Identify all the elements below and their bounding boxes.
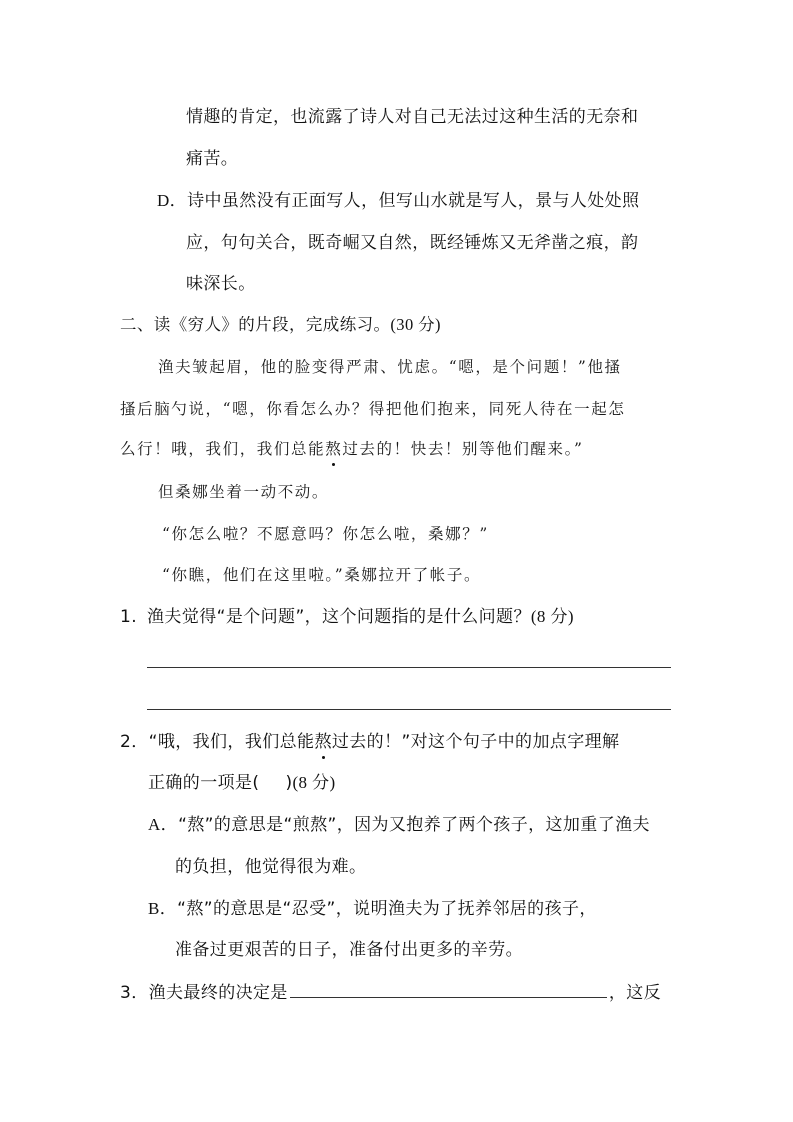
passage-text: 过去的！快去！别等他们醒来。” xyxy=(342,440,584,458)
option-text: “熬”的意思是“忍受”，说明渔夫为了抚养邻居的孩子， xyxy=(177,899,597,919)
option-d-line: 味深长。 xyxy=(186,274,256,294)
question-text: 渔夫最终的决定是 xyxy=(148,983,288,1003)
question-3 xyxy=(120,981,661,1004)
option-b-line: 准备过更艰苦的日子，准备付出更多的辛劳。 xyxy=(175,940,523,960)
passage-line: “你怎么啦？不愿意吗？你怎么啦，桑娜？” xyxy=(162,525,489,543)
passage-line xyxy=(120,438,584,460)
question-number: 2． xyxy=(120,732,149,752)
option-text: “熬”的意思是“煎熬”，因为又抱养了两个孩子，这加重了渔夫 xyxy=(178,815,650,835)
emphasis-dot-char: 熬 xyxy=(314,732,332,752)
answer-line[interactable] xyxy=(147,667,671,668)
option-a xyxy=(148,814,650,836)
option-text: 诗中虽然没有正面写人，但写山水就是写人，景与人处处照 xyxy=(187,191,640,211)
question-1 xyxy=(120,606,574,628)
option-a-line: 的负担，他觉得很为难。 xyxy=(175,857,367,877)
option-c-line: 痛苦。 xyxy=(186,149,239,169)
question-score: (8 分) xyxy=(292,773,336,792)
question-text: 正确的一项是( xyxy=(148,773,260,793)
question-text: 过去的！”对这个句子中的加点字理解 xyxy=(331,732,620,752)
question-2 xyxy=(120,731,619,753)
option-d xyxy=(157,190,639,212)
question-2-line2 xyxy=(148,772,336,794)
passage-text: 么行！哦，我们，我们总能 xyxy=(120,440,326,458)
question-number: 1. xyxy=(120,607,138,627)
option-c-line: 情趣的肯定，也流露了诗人对自己无法过这种生活的无奈和 xyxy=(186,107,639,127)
option-b xyxy=(148,898,597,920)
option-d-line: 应，句句关合，既奇崛又自然，既经锤炼又无斧凿之痕，韵 xyxy=(186,233,639,253)
section-title: 二、读《穷人》的片段，完成练习。 xyxy=(120,315,391,334)
question-text: “哦，我们，我们总能 xyxy=(148,732,315,752)
emphasis-dot-char: 熬 xyxy=(325,440,343,458)
answer-line[interactable] xyxy=(147,709,671,710)
passage-line: 但桑娜坐着一动不动。 xyxy=(158,483,330,501)
option-label: A． xyxy=(148,815,179,834)
question-score: (8 分) xyxy=(530,607,574,626)
question-text: ，这反 xyxy=(608,983,662,1003)
option-label: B． xyxy=(148,899,178,918)
question-number: 3． xyxy=(120,983,149,1003)
question-text: ) xyxy=(285,773,293,793)
section-score: (30 分) xyxy=(390,315,441,334)
passage-line: 搔后脑勺说，“嗯，你看怎么办？得把他们抱来，同死人待在一起怎 xyxy=(120,400,626,418)
question-text: 渔夫觉得“是个问题”，这个问题指的是什么问题？ xyxy=(147,607,531,627)
option-label: D． xyxy=(157,191,188,210)
section-heading xyxy=(120,314,441,336)
passage-line: 渔夫皱起眉，他的脸变得严肃、忧虑。“嗯，是个问题！”他搔 xyxy=(158,358,622,376)
passage-line: “你瞧，他们在这里啦。”桑娜拉开了帐子。 xyxy=(162,566,482,584)
answer-blank[interactable] xyxy=(290,981,607,998)
